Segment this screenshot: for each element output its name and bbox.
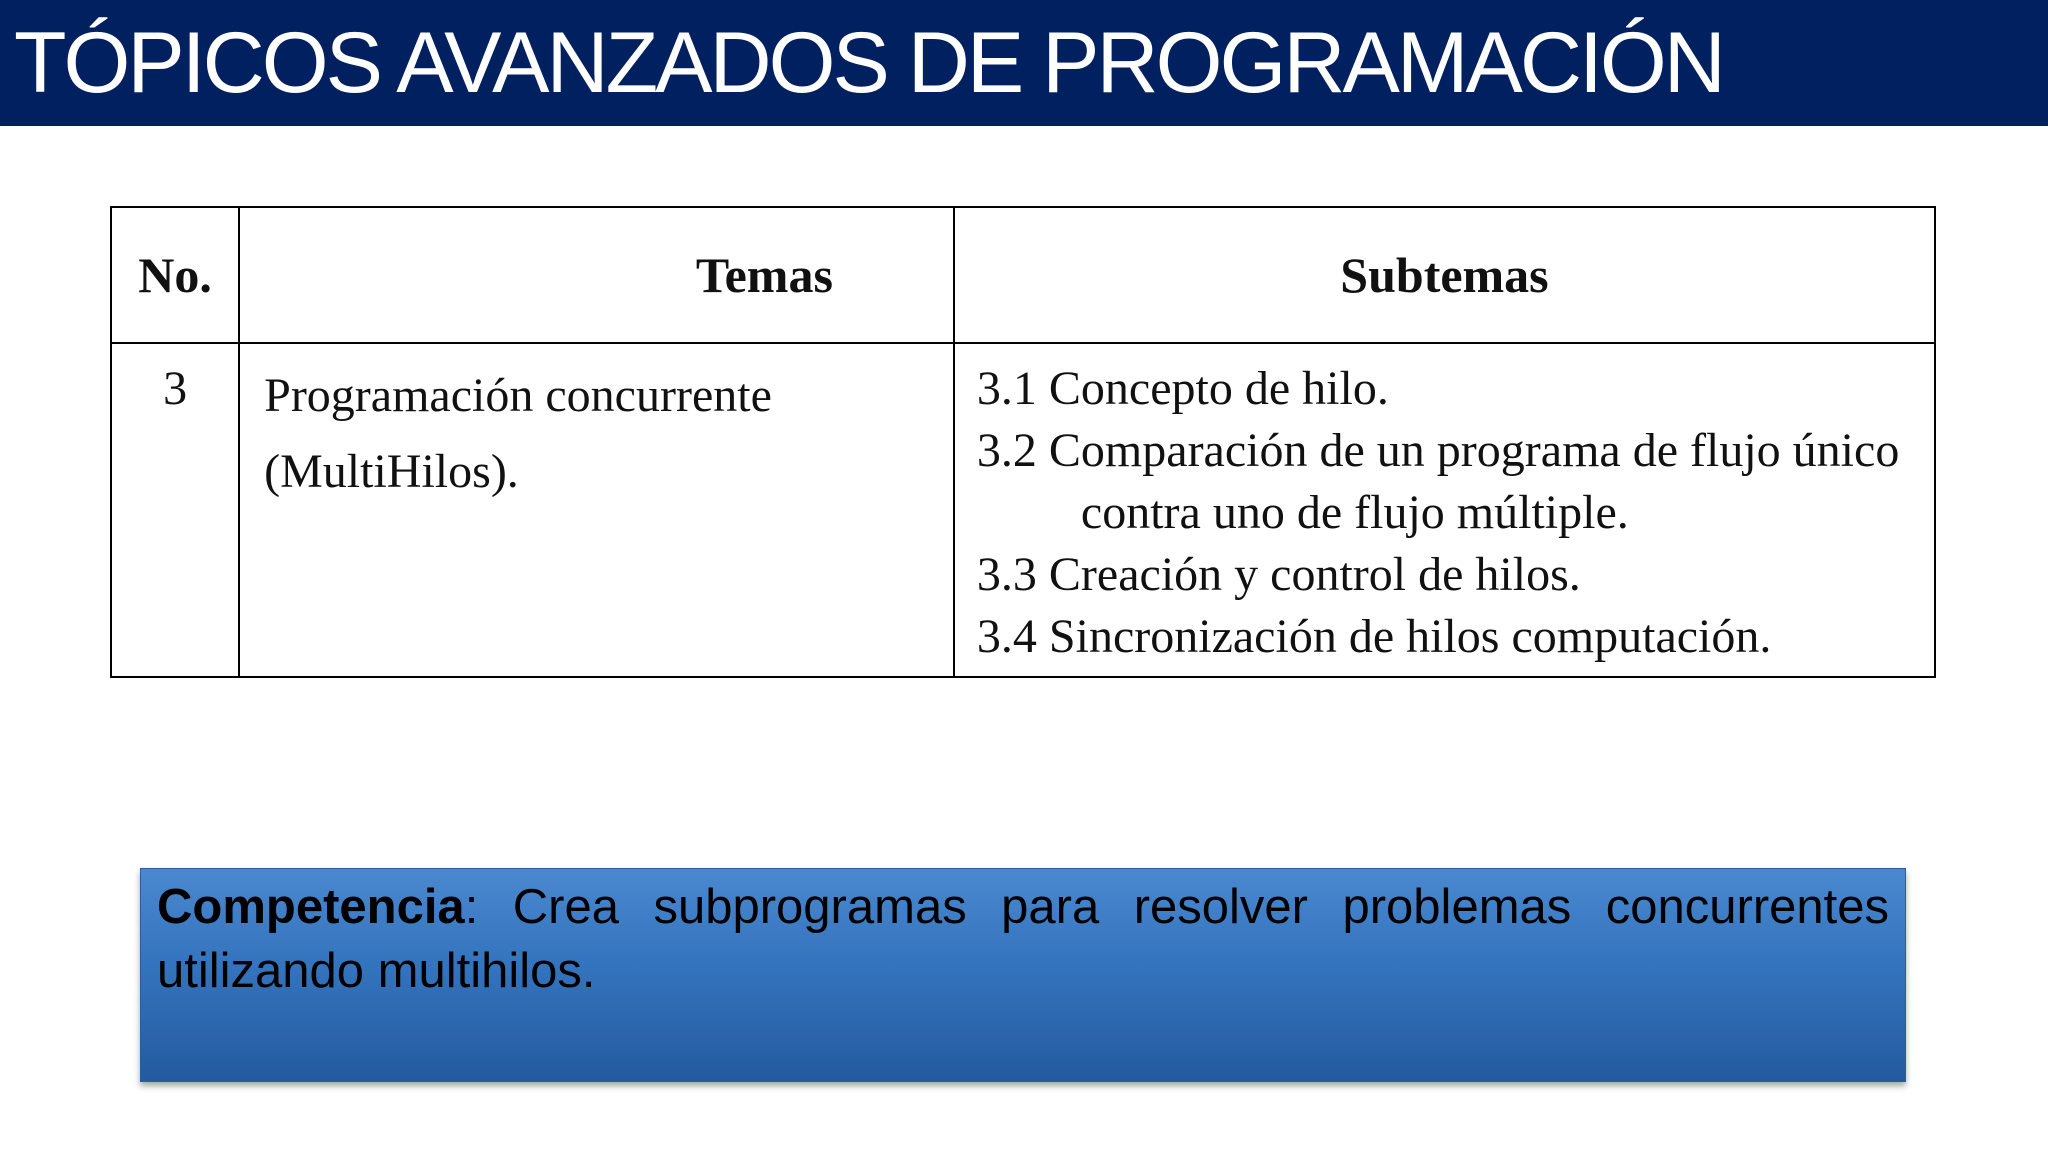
row-tema: Programación concurrente (MultiHilos). <box>239 343 954 677</box>
subtema-list <box>977 358 1934 668</box>
header-temas: Temas <box>239 207 954 343</box>
table-row <box>111 343 1935 677</box>
row-number: 3 <box>111 343 239 677</box>
subtema-item: 3.1 Concepto de hilo. <box>976 362 1389 415</box>
header-no: No. <box>111 207 239 343</box>
competence-separator: : <box>464 880 479 934</box>
subtema-item: 3.3 Creación y control de hilos. <box>976 548 1581 601</box>
subtema-item: 3.2 Comparación de un programa de flujo único contra uno de flujo múltiple. <box>976 424 1900 539</box>
slide-title: TÓPICOS AVANZADOS DE PROGRAMACIÓN <box>14 15 1723 111</box>
topics-table <box>110 206 1936 678</box>
competence-label: Competencia <box>157 880 465 934</box>
row-subtemas <box>954 343 1935 677</box>
competence-text: Crea subprogramas para resolver problemas concurrentes utilizando multihilos. <box>157 880 1889 998</box>
subtema-item: 3.4 Sincronización de hilos computación. <box>976 610 1772 663</box>
title-bar <box>0 0 2048 126</box>
competence-box <box>140 868 1906 1082</box>
competence-statement <box>157 875 1889 1003</box>
header-subtemas: Subtemas <box>954 207 1935 343</box>
table-header-row <box>111 207 1935 343</box>
